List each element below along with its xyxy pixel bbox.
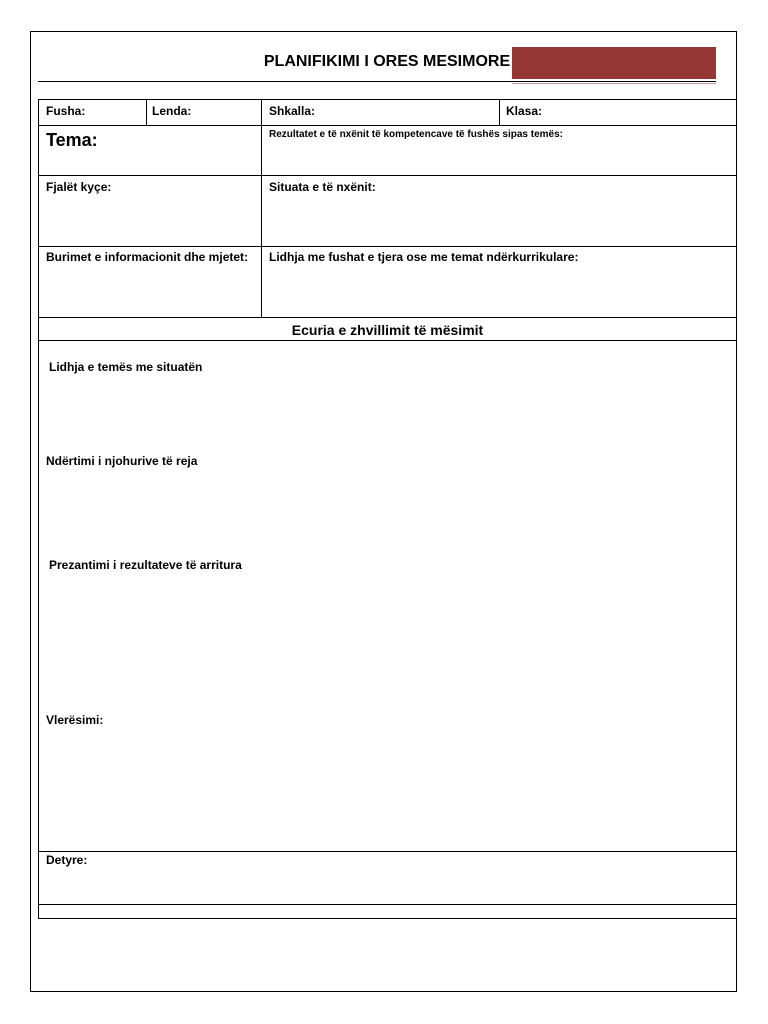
left-column-divider: [261, 100, 262, 317]
row1-divider: [39, 125, 736, 126]
page-title: PLANIFIKIMI I ORES MESIMORE: [263, 53, 511, 70]
row3-divider: [39, 246, 736, 247]
vleresimi-label: Vlerësimi:: [46, 713, 104, 727]
shkalla-label: Shkalla:: [269, 104, 316, 118]
shkalla-klasa-divider: [499, 100, 500, 125]
lidhja-temes-label: Lidhja e temës me situatën: [49, 360, 203, 374]
burimet-label: Burimet e informacionit dhe mjetet:: [46, 250, 249, 264]
bottom-divider: [39, 904, 736, 905]
detyre-divider: [39, 851, 736, 852]
klasa-label: Klasa:: [506, 104, 543, 118]
fusha-label: Fusha:: [46, 104, 86, 118]
rezultatet-label: Rezultatet e të nxënit të kompetencave të fushës sipas temës:: [269, 129, 563, 140]
lenda-label: Lenda:: [152, 104, 192, 118]
title-accent-underline: [512, 83, 716, 84]
row2-divider: [39, 175, 736, 176]
row4-divider: [39, 317, 736, 318]
lidhja-fushat-label: Lidhja me fushat e tjera ose me temat ndërkurrikulare:: [269, 250, 579, 264]
ndertimi-label: Ndërtimi i njohurive të reja: [46, 454, 198, 468]
detyre-label: Detyre:: [46, 853, 88, 867]
situata-label: Situata e të nxënit:: [269, 180, 376, 194]
lesson-plan-form: [38, 99, 737, 919]
title-underline: [38, 81, 716, 82]
ecuria-title: Ecuria e zhvillimit të mësimit: [291, 322, 484, 338]
fjalet-kyce-label: Fjalët kyçe:: [46, 180, 112, 194]
title-accent-bar: [512, 47, 716, 79]
fusha-lenda-divider: [146, 100, 147, 125]
prezantimi-label: Prezantimi i rezultateve të arritura: [49, 558, 242, 572]
ecuria-title-divider: [39, 340, 736, 341]
tema-label: Tema:: [46, 130, 98, 150]
